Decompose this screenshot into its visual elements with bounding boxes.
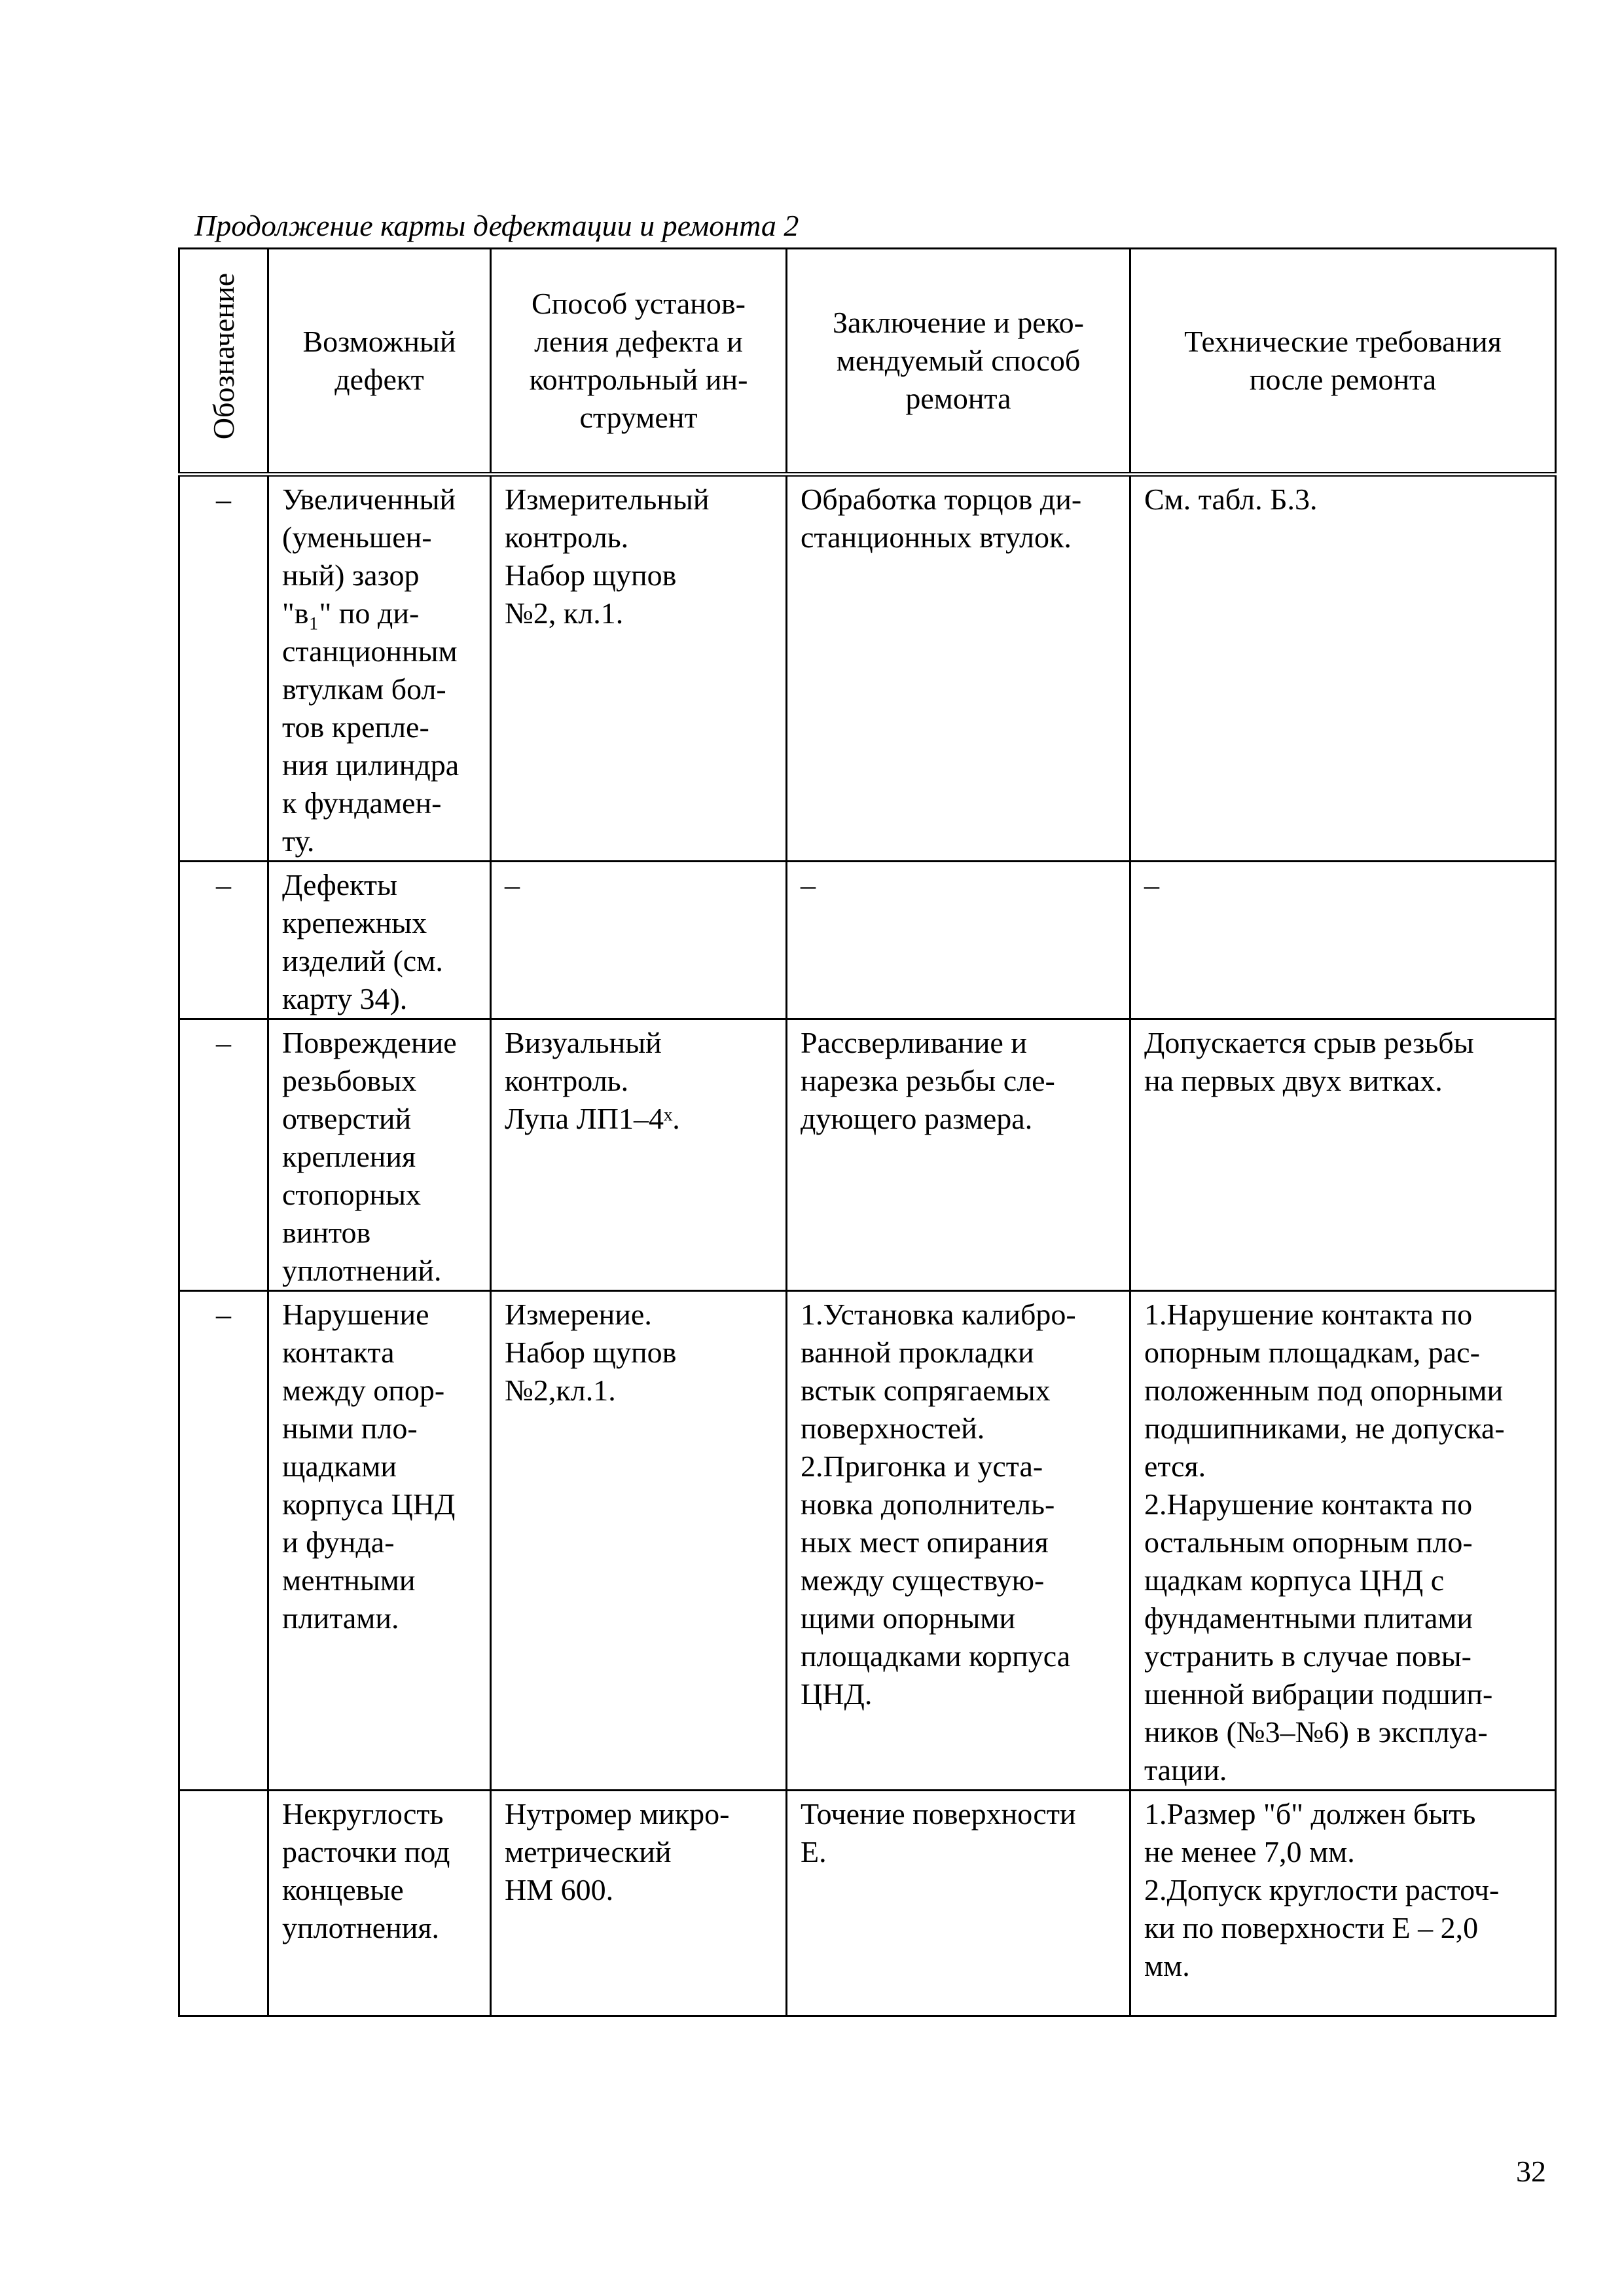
- cell-requirements: –: [1130, 862, 1556, 1019]
- header-conclusion: Заключение и реко- мендуемый способ ремонта: [787, 249, 1130, 475]
- cell-defect: Увеличенный (уменьшен- ный) зазор "в₁" по ди- станционным втулкам бол- тов крепле- ния цилиндра к фундамен- ту.: [268, 475, 491, 862]
- cell-method: Измерение. Набор щупов №2,кл.1.: [491, 1291, 787, 1791]
- cell-designation: –: [179, 475, 268, 862]
- cell-conclusion: Рассверливание и нарезка резьбы сле- дующего размера.: [787, 1019, 1130, 1291]
- table-row: [179, 862, 1556, 1019]
- defect-card-table: [178, 247, 1557, 2017]
- header-requirements: Технические требования после ремонта: [1130, 249, 1556, 475]
- cell-method: Измерительный контроль. Набор щупов №2, кл.1.: [491, 475, 787, 862]
- header-designation-label: Обозначение: [206, 272, 240, 440]
- cell-requirements: Допускается срыв резьбы на первых двух витках.: [1130, 1019, 1556, 1291]
- header-designation: [179, 249, 268, 475]
- cell-designation: –: [179, 1291, 268, 1791]
- cell-designation: [179, 1791, 268, 2016]
- cell-conclusion: Обработка торцов ди- станционных втулок.: [787, 475, 1130, 862]
- cell-defect: Некруглость расточки под концевые уплотнения.: [268, 1791, 491, 2016]
- cell-requirements: 1.Нарушение контакта по опорным площадкам, рас- положенным под опорными подшипниками, не допуска- ется. 2.Нарушение контакта по остальным опорным пло- щадкам корпуса ЦНД с фундаментными плитами устранить в случае повы- шенной вибрации подшип- ников (№3–№6) в эксплуа- тации.: [1130, 1291, 1556, 1791]
- page-number: 32: [1516, 2155, 1546, 2188]
- cell-requirements: См. табл. Б.3.: [1130, 475, 1556, 862]
- cell-method: –: [491, 862, 787, 1019]
- cell-defect: Дефекты крепежных изделий (см. карту 34).: [268, 862, 491, 1019]
- cell-designation: –: [179, 1019, 268, 1291]
- cell-method: Визуальный контроль. Лупа ЛП1–4ˣ.: [491, 1019, 787, 1291]
- cell-defect: Повреждение резьбовых отверстий крепления стопорных винтов уплотнений.: [268, 1019, 491, 1291]
- header-defect: Возможный дефект: [268, 249, 491, 475]
- table-row: [179, 1791, 1556, 2016]
- cell-method: Нутромер микро- метрический НМ 600.: [491, 1791, 787, 2016]
- cell-requirements: 1.Размер "б" должен быть не менее 7,0 мм. 2.Допуск круглости расточ- ки по поверхности Е – 2,0 мм.: [1130, 1791, 1556, 2016]
- table-row: [179, 475, 1556, 862]
- cell-conclusion: –: [787, 862, 1130, 1019]
- table-row: [179, 1291, 1556, 1791]
- cell-conclusion: 1.Установка калибро- ванной прокладки встык сопрягаемых поверхностей. 2.Пригонка и уста- новка дополнитель- ных мест опирания между существую- щими опорными площадками корпуса ЦНД.: [787, 1291, 1130, 1791]
- cell-designation: –: [179, 862, 268, 1019]
- table-caption: Продолжение карты дефектации и ремонта 2: [194, 209, 799, 242]
- cell-conclusion: Точение поверхности Е.: [787, 1791, 1130, 2016]
- table-row: [179, 1019, 1556, 1291]
- header-row: [179, 249, 1556, 475]
- cell-defect: Нарушение контакта между опор- ными пло- щадками корпуса ЦНД и фунда- ментными плитами.: [268, 1291, 491, 1791]
- header-method: Способ установ- ления дефекта и контрольный ин- струмент: [491, 249, 787, 475]
